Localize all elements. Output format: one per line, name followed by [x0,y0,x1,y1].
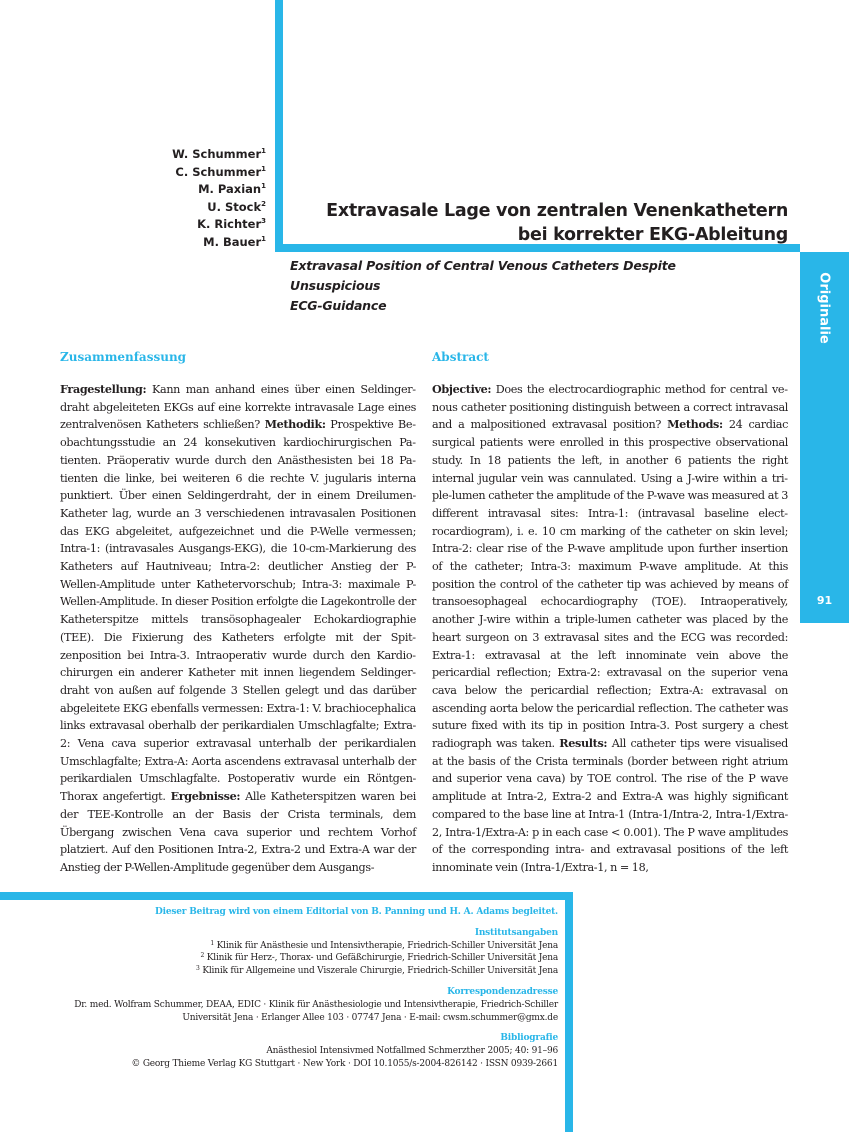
author-list [172,146,266,251]
author: M. Bauer$^1$ [203,234,266,249]
zusammenfassung-body: Fragestellung: Kann man anhand eines über einen Seldingerdraht abgeleiteten EKGs auf eine korrekte intravasale Lage eines zentralvenösen Katheters schließen? Methodik: Prospektive Beobachtungsstudie an 24 konsekutiven kardiochirurgischen Patienten. Präoperativ wurde durch den Anästhesisten bei 18 Patienten die linke, bei weiteren 6 die rechte V. jugularis interna punktiert. Über einen Seldingerdraht, der in einem Dreilumen-Katheter lag, wurde an 3 verschiedenen intravasalen Positionen das EKG abgeleitet, aufgezeichnet und die P-Welle vermessen; Intra-1: (intravasales Ausgangs-EKG), die 10-cm-Markierung des Katheters auf Hautniveau; Intra-2: deutlicher Anstieg der P-Wellen-Amplitude unter Kathetervorschub; Intra-3: maximale P-Wellen-Amplitude. In dieser Position erfolgte die Lagekontrolle der Katheterspitze mittels transösophagealer Echokardiographie (TEE). Die Fixierung des Katheters erfolgte mit der Spitzenposition bei Intra-3. Intraoperativ wurde durch den Kardiochirurgen ein anderer Katheter mit innen liegendem Seldingerdraht von außen auf folgende 3 Stellen gelegt und das darüber abgeleitete EKG ebenfalls vermessen: Extra-1: V. brachiocephalica links extravasal oberhalb der perikardialen Umschlagfalte; Extra-2: Vena cava superior extravasal unterhalb der perikardialen Umschlagfalte; Extra-A: Aorta ascendens extravasal unterhalb der perikardialen Umschlagfalte. Postoperativ wurde ein Röntgen-Thorax angefertigt. Ergebnisse: Alle Katheterspitzen waren bei der TEE-Kontrolle an der Basis der Crista terminals, dem Übergang zwischen Vena cava superior und rechtem Vorhof platziert. Auf den Positionen Intra-2, Extra-2 und Extra-A war der Anstieg der P-Wellen-Amplitude gegenüber dem Ausgangs- [60,382,416,874]
institution: $^2$ Klinik für Herz-, Thorax- und Gefäßchirurgie, Friedrich-Schiller Universität Jena [200,952,558,964]
bibliography-copyright: © Georg Thieme Verlag KG Stuttgart · New York · DOI 10.1055/s-2004-826142 · ISSN 0939-2661 [131,1058,558,1069]
article-title: Extravasale Lage von zentralen Venenkathetern bei korrekter EKG-Ableitung [326,201,788,245]
author: K. Richter$^3$ [197,217,266,231]
bibliography-heading: Bibliografie [500,1033,558,1044]
institution: $^1$ Klinik für Anästhesie und Intensivtherapie, Friedrich-Schiller Universität Jena [210,939,558,951]
article-title-english: Extravasal Position of Central Venous Catheters Despite Unsuspicious ECG-Guidance [290,258,676,313]
author: W. Schummer$^1$ [172,147,266,161]
page-number: 91 [816,594,833,607]
correspondence-address: Dr. med. Wolfram Schummer, DEAA, EDIC · Klinik für Anästhesiologie und Intensivtherapie, Friedrich-Schiller [74,999,558,1010]
bibliography-citation: Anästhesiol Intensivmed Notfallmed Schmerzther 2005; 40: 91–96 [266,1046,558,1057]
author: C. Schummer$^1$ [175,164,266,179]
accent-bar-vertical-top [275,0,283,252]
section-label: Originalie [816,272,832,344]
zusammenfassung-heading: Zusammenfassung [60,350,187,364]
editorial-note: Dieser Beitrag wird von einem Editorial von B. Panning und H. A. Adams begleitet. [155,907,558,917]
abstract-body: Objective: Does the electrocardiographic method for central venous catheter positioning distinguish between a correct intravasal and a malpositioned extravasal position? Methods: 24 cardiac surgical patients were enrolled in this prospective observational study. In 18 patients the left, in another 6 patients the right internal jugular vein was cannulated. Using a J-wire within a triple-lumen catheter the amplitude of the P-wave was measured at 3 different intravasal sites: Intra-1: (intravasal baseline electrocardiogram), i. e. 10 cm marking of the catheter on skin level; Intra-2: clear rise of the P-wave amplitude upon further insertion of the catheter; Intra-3: maximum P-wave amplitude. At this position the control of the catheter tip was achieved by means of transoesophageal echocardiography (TOE). Intraoperatively, another J-wire within a triple-lumen catheter was placed by the heart surgeon on 3 extravasal sites and the ECG was recorded: Extra-1: extravasal at the left innominate vein above the pericardial reflection; Extra-2: extravasal on the superior vena cava below the pericardial reflection; Extra-A: extravasal on ascending aorta below the pericardial reflection. The catheter was suture fixed with its tip in position Intra-3. Post surgery a chest radiograph was taken. Results: All catheter tips were visualised at the basis of the Crista terminals (border between right atrium and superior vena cava) by TOE control. The rise of the P wave amplitude at Intra-2, Extra-2 and Extra-A was highly significant compared to the base line at Intra-1 (Intra-1/Intra-2, Intra-1/Extra-2, Intra-1/Extra-A: p in each case < 0.001). The P wave amplitudes of the corresponding intra- and extravasal positions of the left innominate vein (Intra-1/Extra-1, n = 18, [432,382,788,874]
institution: $^3$ Klinik für Allgemeine und Viszerale Chirurgie, Friedrich-Schiller Universität Jena [196,965,558,977]
article-footer [0,906,558,1071]
author: M. Paxian$^1$ [198,182,266,196]
accent-bar-horizontal-bottom [0,892,573,900]
abstract-heading: Abstract [432,350,489,364]
correspondence-heading: Korrespondenzadresse [447,986,558,997]
author: U. Stock$^2$ [207,199,266,214]
accent-bar-vertical-bottom [565,892,573,1132]
institutions-heading: Institutsangaben [474,927,558,938]
correspondence-address: Universität Jena · Erlanger Allee 103 · 07747 Jena · E-mail: cwsm.schummer@gmx.de [182,1012,558,1023]
